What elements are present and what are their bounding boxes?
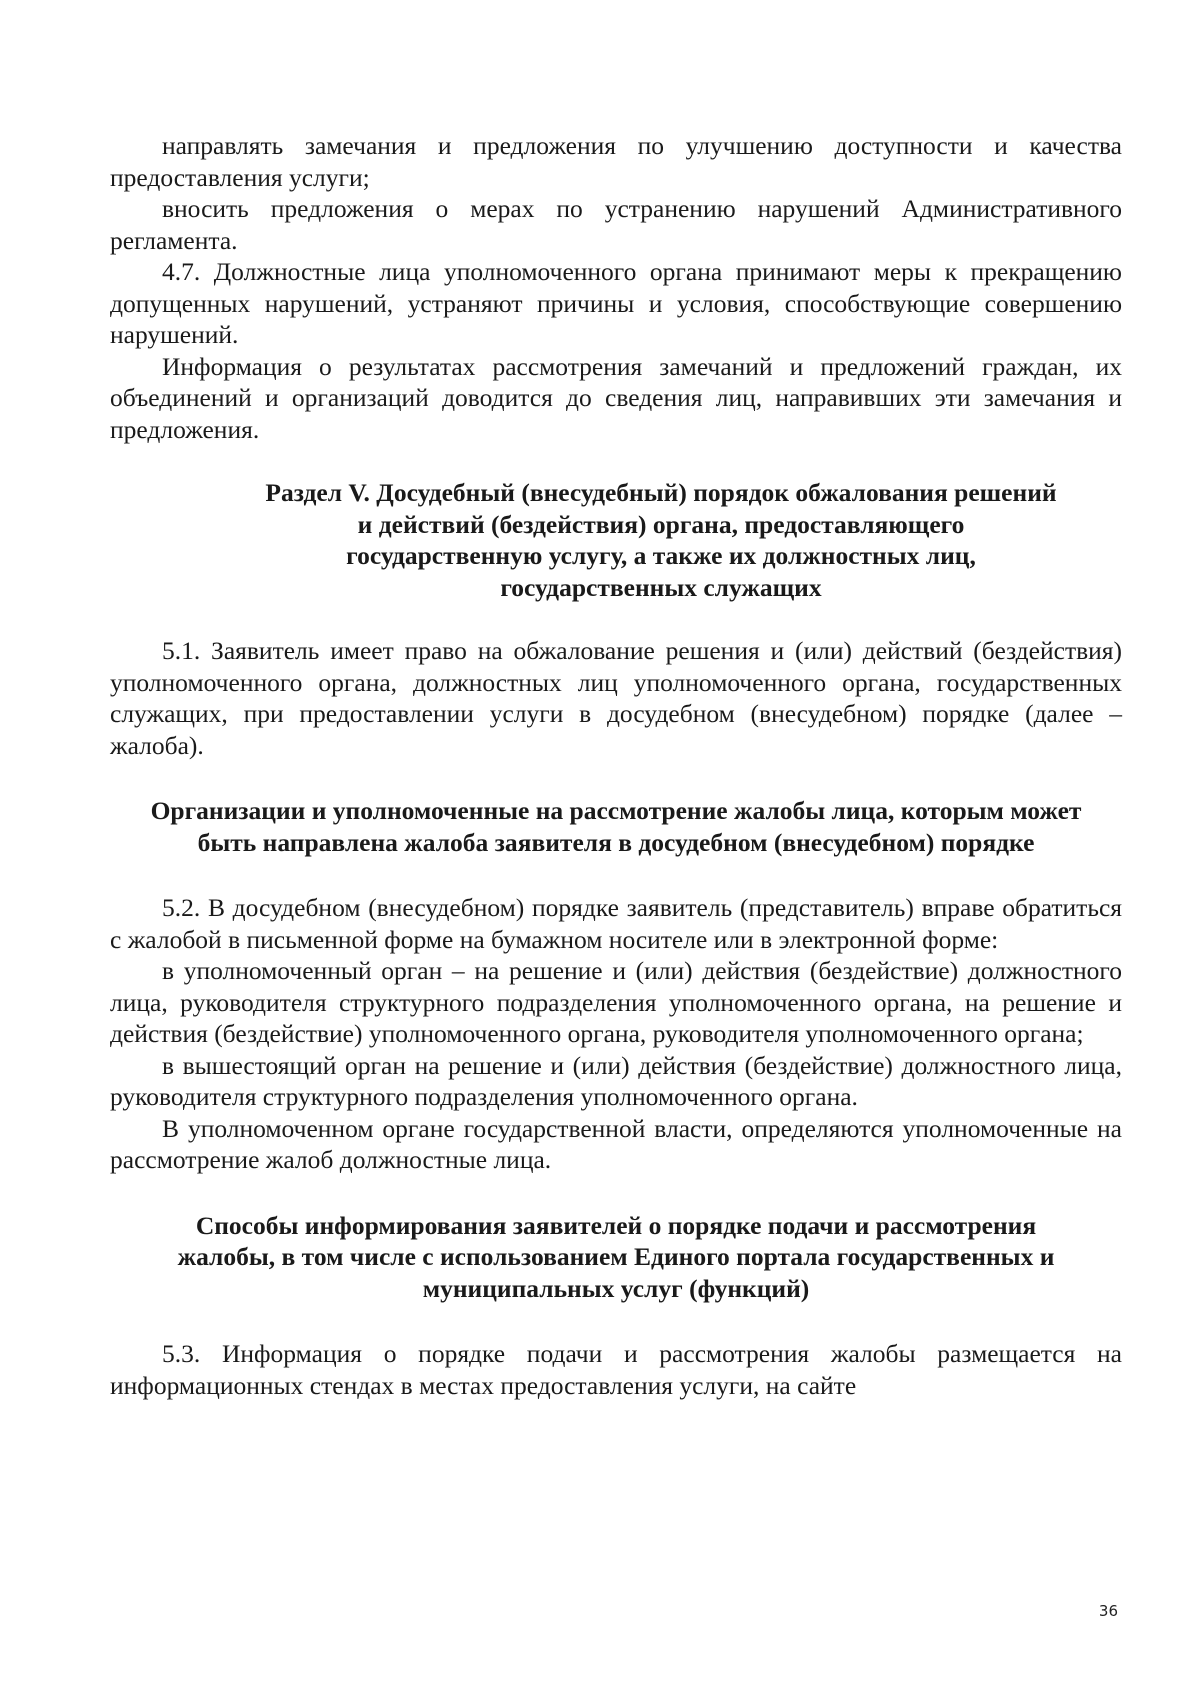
paragraph-authorized-body: в уполномоченный орган – на решение и (или) действия (бездействие) должностного лица, руководителя структурного подразделения уполномоченного органа, на решение и действия (бездействие) уполномоченного органа, руководителя уполномоченного органа; xyxy=(110,956,1122,1048)
paragraph-4-7: 4.7. Должностные лица уполномоченного органа принимают меры к прекращению допущенных нарушений, устраняют причины и условия, способствующие совершению нарушений. xyxy=(110,257,1122,349)
paragraph-remarks: направлять замечания и предложения по улучшению доступности и качества предоставления услуги; xyxy=(110,131,1122,192)
paragraph-5-2: 5.2. В досудебном (внесудебном) порядке заявитель (представитель) вправе обратиться с жалобой в письменной форме на бумажном носителе или в электронной форме: xyxy=(110,893,1122,954)
paragraph-proposals: вносить предложения о мерах по устранению нарушений Административного регламента. xyxy=(110,194,1122,255)
page-number: 36 xyxy=(1098,1602,1118,1620)
document-page xyxy=(110,130,1122,1401)
paragraph-5-1: 5.1. Заявитель имеет право на обжалование решения и (или) действий (бездействия) уполномоченного органа, должностных лиц уполномоченного органа, государственных служащих, при предоставлении услуги в досудебном (внесудебном) порядке (далее – жалоба). xyxy=(110,636,1122,760)
organizations-heading: Организации и уполномоченные на рассмотрение жалобы лица, которым может быть направлена жалоба заявителя в досудебном (внесудебном) порядке xyxy=(150,796,1082,857)
paragraph-5-3: 5.3. Информация о порядке подачи и рассмотрения жалобы размещается на информационных стендах в местах предоставления услуги, на сайте xyxy=(110,1339,1122,1400)
paragraph-higher-body: в вышестоящий орган на решение и (или) действия (бездействие) должностного лица, руководителя структурного подразделения уполномоченного органа. xyxy=(110,1050,1122,1111)
section-5-heading: Раздел V. Досудебный (внесудебный) порядок обжалования решений и действий (бездействия) органа, предоставляющего государственную услугу, а также их должностных лиц, государственных служащих xyxy=(265,478,1057,602)
paragraph-results-info: Информация о результатах рассмотрения замечаний и предложений граждан, их объединений и организаций доводится до сведения лиц, направивших эти замечания и предложения. xyxy=(110,351,1122,444)
paragraph-officials: В уполномоченном органе государственной власти, определяются уполномоченные на рассмотрение жалоб должностные лица. xyxy=(110,1113,1122,1174)
informing-methods-heading: Способы информирования заявителей о порядке подачи и рассмотрения жалобы, в том числе с использованием Единого портала государственных и муниципальных услуг (функций) xyxy=(177,1210,1055,1303)
